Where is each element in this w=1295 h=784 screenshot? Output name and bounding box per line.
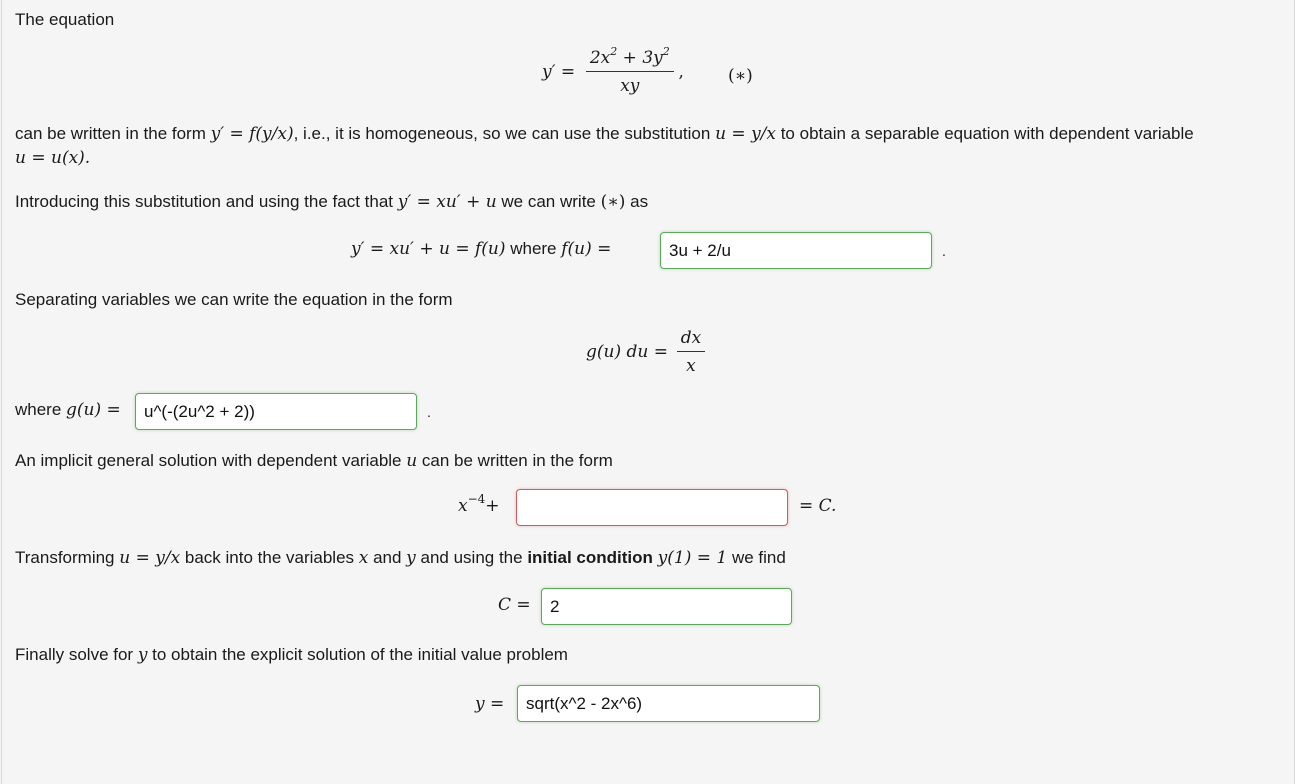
implicit-rhs: = C.: [799, 496, 837, 516]
g-row-period: .: [427, 404, 431, 420]
introducing-text-1: Introducing this substitution and using the fact that: [15, 192, 398, 211]
f-row-lhs: y′ = xu′ + u = f(u): [351, 239, 506, 259]
numerator-b: + 3y: [617, 48, 663, 68]
homogeneous-line-2: u = u(x).: [15, 148, 91, 168]
f-row-where: where: [505, 239, 562, 258]
introducing-tag: (∗): [600, 192, 626, 212]
c-label: C =: [498, 595, 531, 615]
transforming-y: y: [406, 548, 416, 568]
transforming-text: [15, 548, 786, 568]
problem-panel: [1, 0, 1295, 784]
implicit-lhs: [458, 492, 500, 516]
transforming-x: x: [358, 548, 369, 568]
y-label: y =: [475, 694, 505, 714]
finally-text-1: Finally solve for: [15, 645, 138, 664]
homogeneous-text-1: can be written in the form: [15, 124, 211, 143]
homogeneous-form: y′ = f(y/x): [210, 124, 294, 144]
numerator-a: 2x: [589, 48, 611, 68]
numerator-exp-2: 2: [662, 45, 670, 58]
equation-tag: (∗): [728, 66, 753, 86]
f-row-fu: f(u) =: [561, 239, 612, 259]
implicit-answer-input[interactable]: [516, 489, 788, 526]
separable-denominator: x: [686, 356, 696, 376]
denominator: xy: [620, 76, 640, 96]
separating-text: Separating variables we can write the equation in the form: [15, 290, 453, 309]
separable-lhs: g(u) du =: [586, 342, 668, 362]
transforming-text-2: back into the variables: [180, 548, 359, 567]
substitution: u = y/x: [715, 124, 776, 144]
implicit-base: x: [458, 496, 468, 516]
f-row-period: .: [942, 243, 946, 259]
transforming-text-5: we find: [727, 548, 786, 567]
finally-text-2: to obtain the explicit solution of the initial value problem: [147, 645, 568, 664]
homogeneous-line-1: [15, 124, 1194, 144]
equation-comma: ,: [678, 62, 684, 82]
intro-text: The equation: [15, 10, 115, 29]
introducing-text-3: as: [625, 192, 649, 211]
introducing-fact: y′ = xu′ + u: [397, 192, 497, 212]
implicit-text: [15, 451, 613, 471]
homogeneous-text-2: , i.e., it is homogeneous, so we can use the substitution: [293, 124, 716, 143]
transforming-text-4: and using the: [415, 548, 528, 567]
finally-text: [15, 645, 568, 665]
c-answer-input[interactable]: [541, 588, 792, 625]
implicit-text-1: An implicit general solution with dependent variable: [15, 451, 407, 470]
introducing-text: [15, 192, 648, 212]
homogeneous-text-3: to obtain a separable equation with dependent variable: [775, 124, 1194, 143]
main-equation: [542, 45, 684, 96]
separable-fraction: [677, 328, 705, 376]
implicit-var: u: [406, 451, 418, 471]
g-u-answer-input[interactable]: [135, 393, 417, 430]
implicit-plus: +: [485, 496, 500, 516]
separable-equation: [586, 328, 705, 376]
main-equation-lhs: y′ =: [542, 62, 576, 82]
transforming-sub: u = y/x: [119, 548, 181, 568]
implicit-text-2: can be written in the form: [417, 451, 613, 470]
main-equation-fraction: [586, 45, 674, 96]
g-row-where: where: [15, 400, 67, 419]
g-row: [15, 400, 121, 420]
transforming-text-1: Transforming: [15, 548, 120, 567]
initial-condition: y(1) = 1: [657, 548, 728, 568]
transforming-text-3: and: [368, 548, 407, 567]
finally-y: y: [137, 645, 148, 665]
separable-numerator: dx: [677, 328, 705, 352]
implicit-exponent: −4: [467, 492, 486, 506]
numerator-exp-1: 2: [610, 45, 618, 58]
g-row-gu: g(u) =: [66, 400, 121, 420]
y-answer-input[interactable]: [517, 685, 820, 722]
f-row: [351, 239, 611, 259]
introducing-text-2: we can write: [496, 192, 601, 211]
f-u-answer-input[interactable]: [660, 232, 932, 269]
initial-condition-label: initial condition: [527, 548, 653, 567]
